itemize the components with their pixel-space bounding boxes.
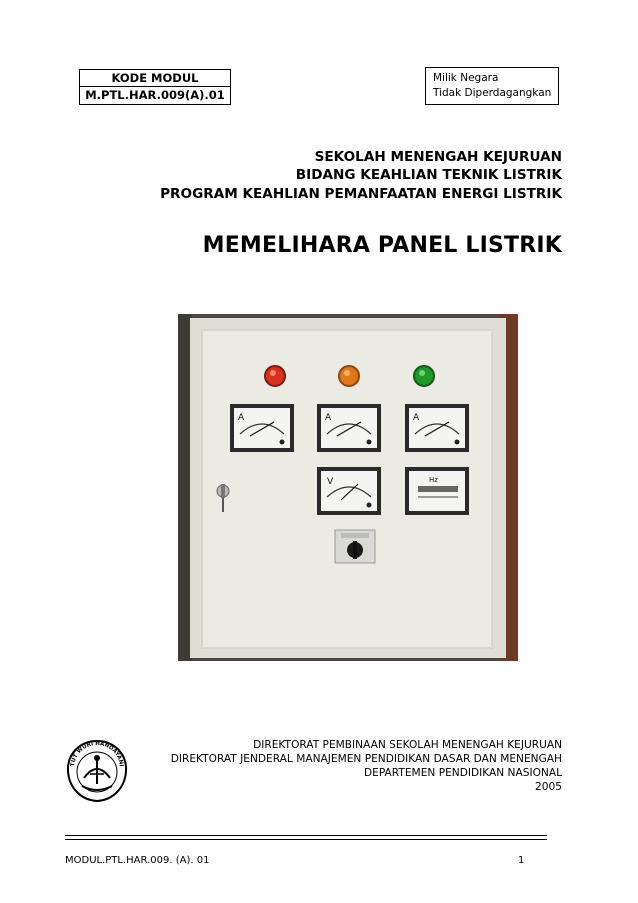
ammeter-2 <box>317 404 381 452</box>
directorate-line-1: DIREKTORAT PEMBINAAN SEKOLAH MENENGAH KEJURUAN <box>253 739 562 751</box>
selector-switch <box>335 530 375 563</box>
ownership-notice-box <box>425 67 559 105</box>
footer-module-code: MODUL.PTL.HAR.009. (A). 01 <box>65 855 210 866</box>
electrical-panel-photo <box>178 314 518 661</box>
footer-rule-bottom <box>65 839 547 840</box>
school-heading: SEKOLAH MENENGAH KEJURUAN <box>314 149 562 165</box>
ammeter-3 <box>405 404 469 452</box>
field-heading: BIDANG KEAHLIAN TEKNIK LISTRIK <box>295 167 562 183</box>
lamp-red <box>265 366 285 386</box>
ammeter-2-label: A <box>325 413 332 423</box>
frequency-meter <box>405 467 469 515</box>
module-code-label: KODE MODUL <box>80 70 230 87</box>
module-code-box <box>79 69 231 105</box>
document-title: MEMELIHARA PANEL LISTRIK <box>202 233 562 258</box>
ownership-line-1: Milik Negara <box>433 72 499 84</box>
ammeter-1 <box>230 404 294 452</box>
logo-motto: TUT WURI HANDAYANI <box>70 740 124 767</box>
publication-year: 2005 <box>535 781 562 793</box>
module-code-value: M.PTL.HAR.009(A).01 <box>85 88 225 102</box>
ammeter-1-label: A <box>238 413 245 423</box>
department-line: DEPARTEMEN PENDIDIKAN NASIONAL <box>364 767 562 779</box>
frequency-meter-label: Hz <box>429 476 438 484</box>
directorate-line-2: DIREKTORAT JENDERAL MANAJEMEN PENDIDIKAN DASAR DAN MENENGAH <box>170 753 562 765</box>
lamp-amber <box>339 366 359 386</box>
footer-rule-top <box>65 835 547 836</box>
footer-page-number: 1 <box>518 855 525 866</box>
program-heading: PROGRAM KEAHLIAN PEMANFAATAN ENERGI LISTRIK <box>160 186 562 202</box>
voltmeter-label: V <box>327 477 334 487</box>
voltmeter <box>317 467 381 515</box>
tut-wuri-handayani-logo <box>64 738 130 804</box>
lamp-green <box>414 366 434 386</box>
ownership-line-2: Tidak Diperdagangkan <box>433 87 552 99</box>
ammeter-3-label: A <box>413 413 420 423</box>
